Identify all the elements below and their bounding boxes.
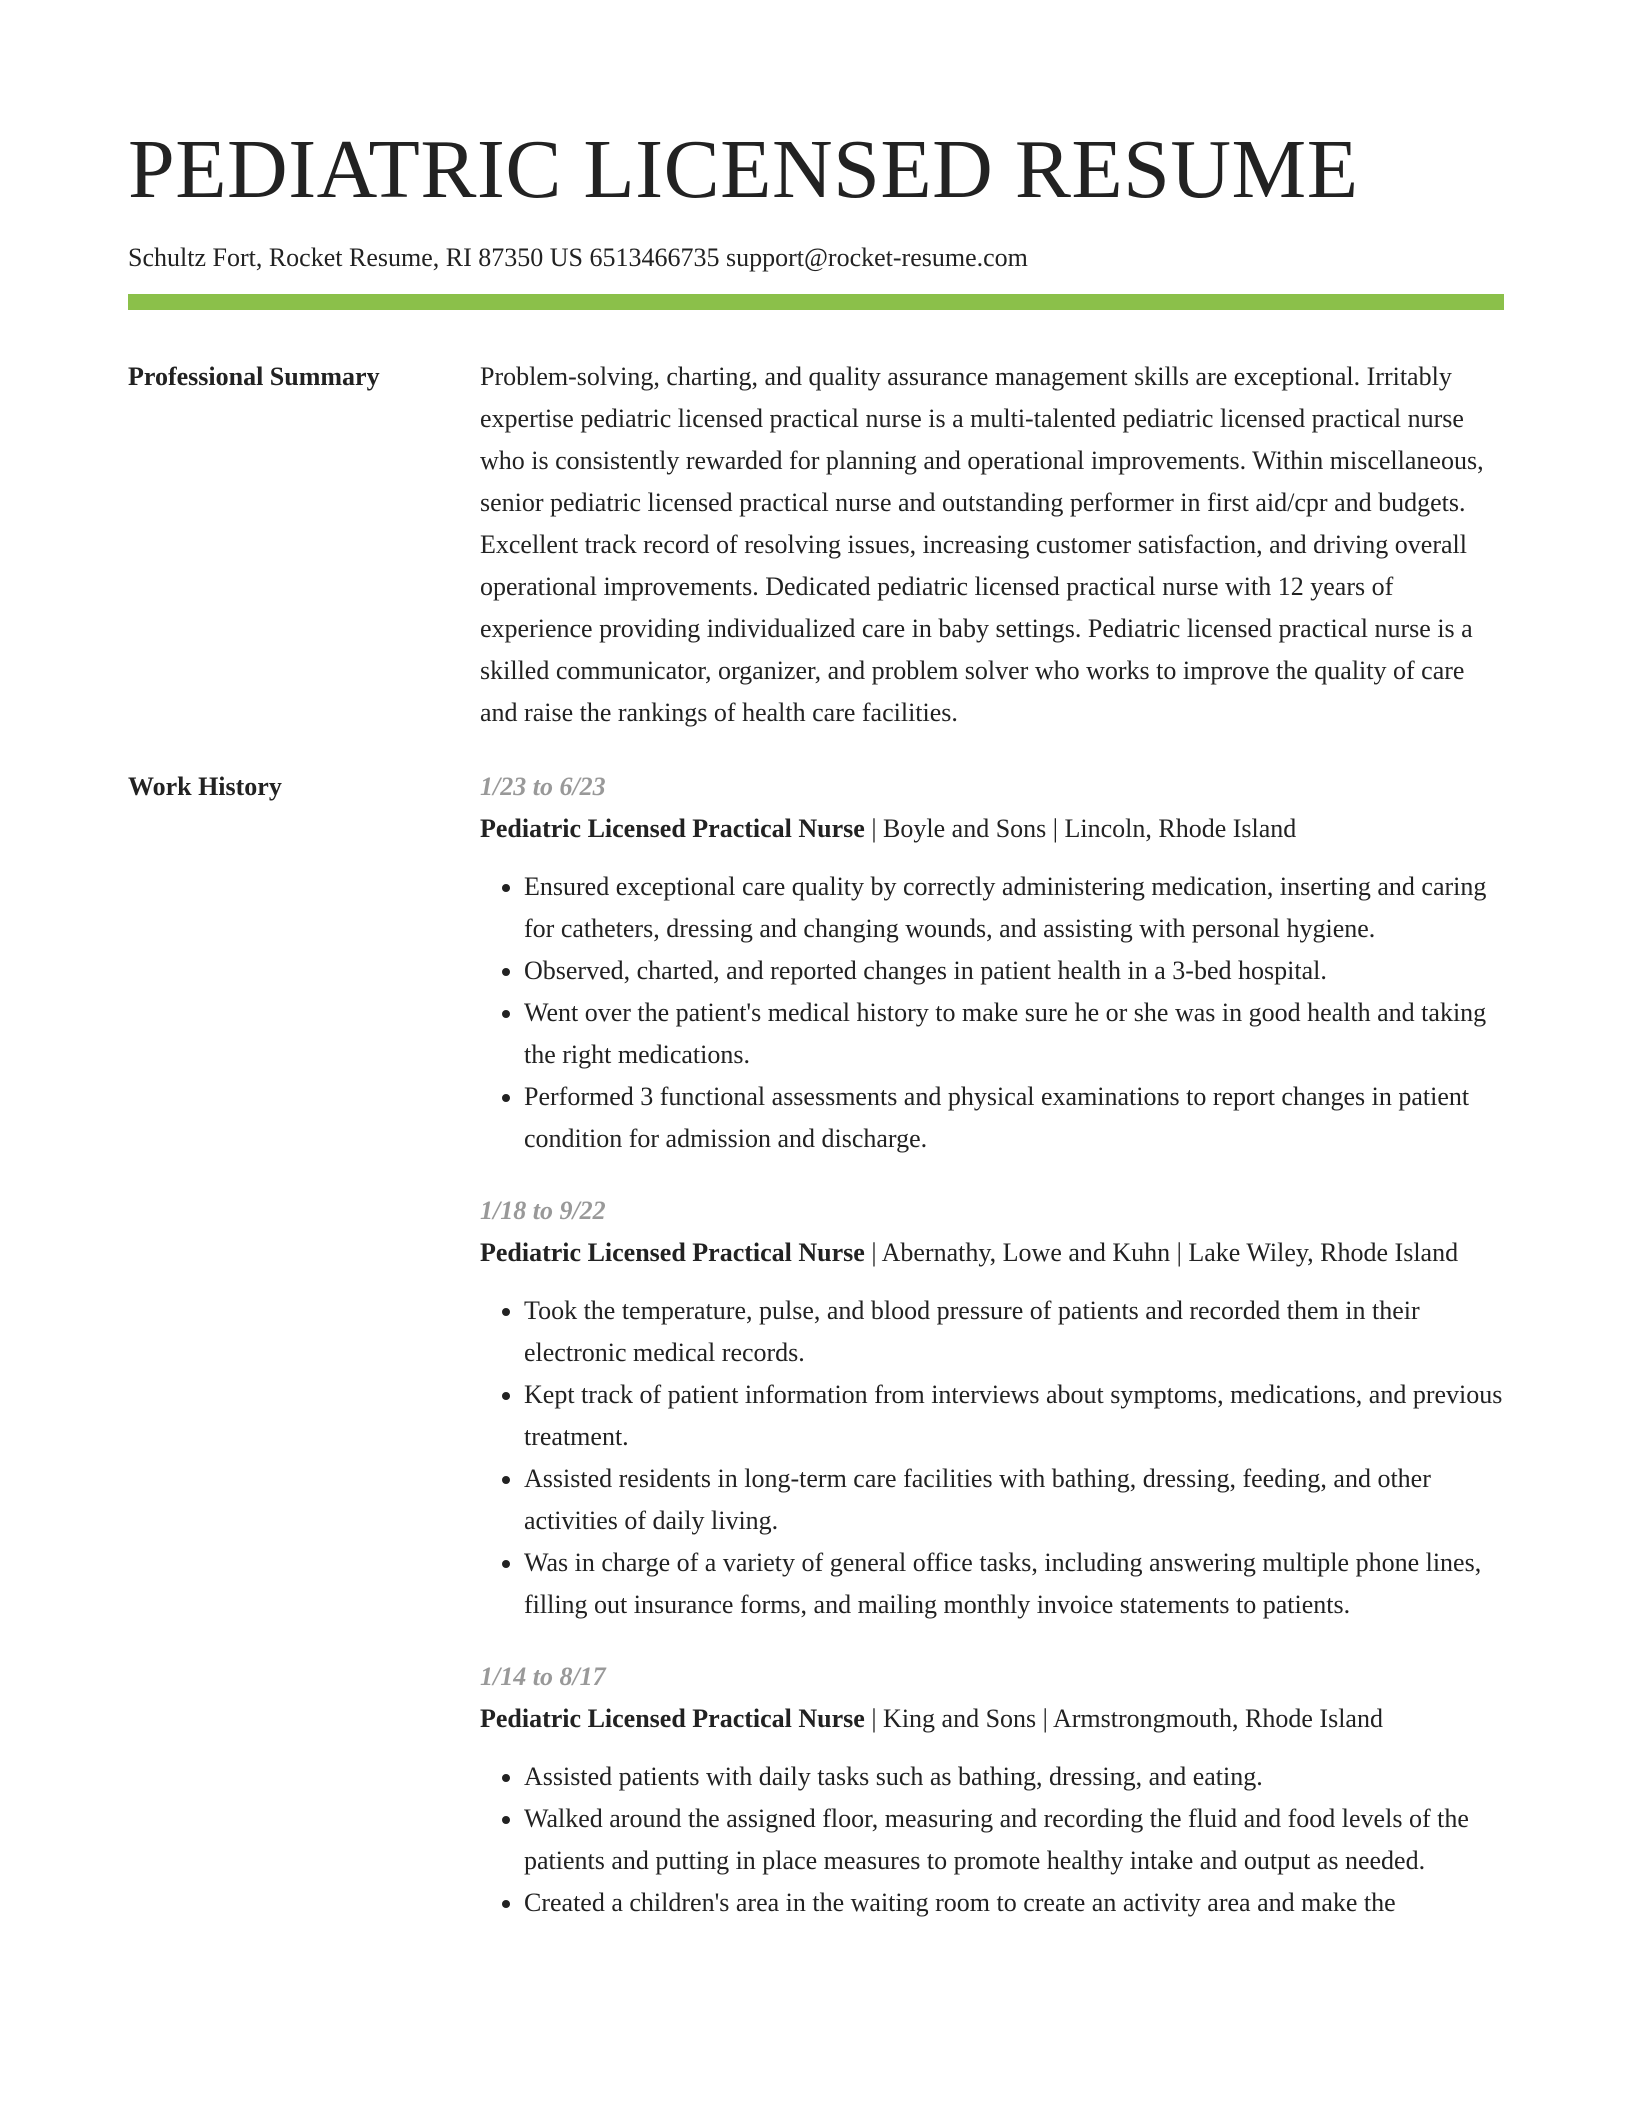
resume-title: PEDIATRIC LICENSED RESUME	[128, 123, 1359, 216]
job-heading	[480, 1698, 1504, 1740]
section-body	[480, 356, 1504, 734]
job-heading	[480, 808, 1504, 850]
contact-line	[128, 242, 1504, 274]
job-company-location: | Boyle and Sons | Lincoln, Rhode Island	[864, 814, 1297, 843]
job-bullet: • Created a children's area in the waiting room to create an activity area and make the	[524, 1882, 1504, 1924]
section-professional-summary	[128, 356, 1504, 734]
job-company-location: | King and Sons | Armstrongmouth, Rhode Island	[864, 1704, 1383, 1733]
section-title: Work History	[128, 772, 282, 801]
job-list	[480, 766, 1504, 1924]
job-bullet: • Assisted residents in long-term care facilities with bathing, dressing, feeding, and other activities of daily living.	[524, 1458, 1504, 1542]
job-entry	[480, 1190, 1504, 1626]
job-bullet: • Was in charge of a variety of general office tasks, including answering multiple phone lines, filling out insurance forms, and mailing monthly invoice statements to patients.	[524, 1542, 1504, 1626]
job-bullet: • Ensured exceptional care quality by correctly administering medication, inserting and caring for catheters, dressing and changing wounds, and assisting with personal hygiene.	[524, 866, 1504, 950]
resume-page	[128, 0, 1504, 1924]
job-title: Pediatric Licensed Practical Nurse	[480, 814, 865, 843]
job-bullet: • Went over the patient's medical history to make sure he or she was in good health and taking the right medications.	[524, 992, 1504, 1076]
job-bullet: • Took the temperature, pulse, and blood pressure of patients and recorded them in their electronic medical records.	[524, 1290, 1504, 1374]
job-bullet: • Observed, charted, and reported changes in patient health in a 3-bed hospital.	[524, 950, 1504, 992]
job-entry	[480, 1656, 1504, 1924]
job-title: Pediatric Licensed Practical Nurse	[480, 1704, 865, 1733]
summary-text: Problem-solving, charting, and quality assurance management skills are exceptional. Irritably expertise pediatric licensed practical nurse is a multi-talented pediatric licensed practical nurse who is consistently rewarded for planning and operational improvements. Within miscellaneous, senior pediatric licensed practical nurse and outstanding performer in first aid/cpr and budgets. Excellent track record of resolving issues, increasing customer satisfaction, and driving overall operational improvements. Dedicated pediatric licensed practical nurse with 12 years of experience providing individualized care in baby settings. Pediatric licensed practical nurse is a skilled communicator, organizer, and problem solver who works to improve the quality of care and raise the rankings of health care facilities.	[480, 362, 1484, 727]
contact-email: support@rocket-resume.com	[725, 243, 1028, 272]
header-divider	[128, 294, 1504, 310]
job-bullet: • Assisted patients with daily tasks such as bathing, dressing, and eating.	[524, 1756, 1504, 1798]
job-title: Pediatric Licensed Practical Nurse	[480, 1238, 865, 1267]
job-dates: 1/14 to 8/17	[480, 1662, 606, 1691]
job-bullet: • Walked around the assigned floor, measuring and recording the fluid and food levels of the patients and putting in place measures to promote healthy intake and output as needed.	[524, 1798, 1504, 1882]
contact-address: Schultz Fort, Rocket Resume, RI 87350 US	[128, 243, 583, 272]
job-entry	[480, 766, 1504, 1160]
job-dates: 1/23 to 6/23	[480, 772, 606, 801]
job-bullet: • Kept track of patient information from interviews about symptoms, medications, and previous treatment.	[524, 1374, 1504, 1458]
job-company-location: | Abernathy, Lowe and Kuhn | Lake Wiley, Rhode Island	[864, 1238, 1459, 1267]
job-bullet: • Performed 3 functional assessments and physical examinations to report changes in patient condition for admission and discharge.	[524, 1076, 1504, 1160]
contact-phone: 6513466735	[589, 243, 720, 272]
job-heading	[480, 1232, 1504, 1274]
section-work-history	[128, 766, 1504, 1924]
job-bullets	[480, 866, 1504, 1160]
job-bullets	[480, 1756, 1504, 1924]
job-bullets	[480, 1290, 1504, 1626]
job-dates: 1/18 to 9/22	[480, 1196, 606, 1225]
section-title: Professional Summary	[128, 362, 380, 391]
